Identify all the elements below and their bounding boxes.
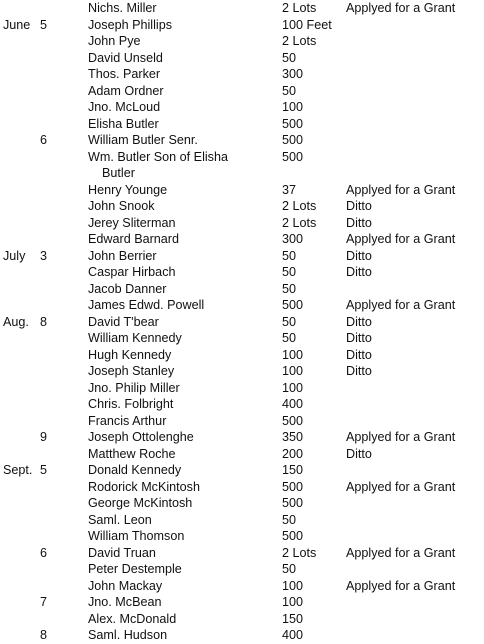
register-row	[0, 132, 484, 149]
register-row	[0, 215, 484, 232]
person-name: David Truan	[88, 545, 156, 560]
register-row	[0, 231, 484, 248]
person-name: Edward Barnard	[88, 232, 180, 246]
register-row	[0, 0, 484, 17]
land-quantity: 500	[282, 298, 304, 312]
person-name: Nichs. Miller	[88, 1, 157, 15]
person-name: Joseph Phillips	[88, 17, 173, 32]
person-name: Chris. Folbright	[88, 397, 174, 411]
day-label: 3	[40, 248, 48, 263]
register-row	[0, 446, 484, 463]
person-name: Caspar Hirbach	[88, 265, 176, 279]
day-label: 8	[40, 314, 48, 329]
register-row	[0, 545, 484, 562]
person-name: James Edwd. Powell	[88, 298, 205, 312]
person-name: Jerey Sliterman	[88, 215, 176, 230]
person-name: John Berrier	[88, 248, 157, 263]
register-row	[0, 50, 484, 67]
grant-note: Applyed for a Grant	[346, 182, 456, 197]
person-name: John Pye	[88, 34, 141, 48]
grant-note: Ditto	[346, 331, 372, 345]
grant-note: Applyed for a Grant	[346, 578, 456, 593]
land-quantity: 500	[282, 133, 304, 147]
land-quantity: 350	[282, 430, 304, 444]
land-quantity: 2 Lots	[282, 34, 317, 48]
register-row	[0, 528, 484, 545]
register-row	[0, 396, 484, 413]
register-row	[0, 99, 484, 116]
register-row	[0, 116, 484, 133]
land-quantity: 500	[282, 496, 304, 510]
person-name: William Thomson	[88, 529, 185, 543]
person-name: David T'bear	[88, 314, 159, 329]
register-row	[0, 264, 484, 281]
land-quantity: 2 Lots	[282, 1, 317, 15]
day-label: 7	[40, 595, 48, 609]
register-row	[0, 380, 484, 397]
person-name: Elisha Butler	[88, 116, 159, 131]
person-name: Saml. Hudson	[88, 628, 168, 642]
month-label: Aug.	[3, 314, 29, 329]
register-row	[0, 83, 484, 100]
grant-note: Ditto	[346, 199, 372, 213]
land-quantity: 150	[282, 611, 304, 626]
person-name: Henry Younge	[88, 182, 168, 197]
register-row	[0, 281, 484, 298]
register-row	[0, 462, 484, 479]
person-name: Donald Kennedy	[88, 463, 182, 477]
land-quantity: 50	[282, 562, 297, 576]
land-quantity: 500	[282, 149, 304, 164]
land-quantity: 50	[282, 512, 297, 527]
register-row	[0, 314, 484, 331]
register-row	[0, 248, 484, 265]
register-row	[0, 198, 484, 215]
register-row	[0, 297, 484, 314]
person-name: John Mackay	[88, 578, 163, 593]
person-name: Peter Destemple	[88, 562, 182, 576]
register-row	[0, 479, 484, 496]
grant-note: Applyed for a Grant	[346, 430, 456, 444]
land-quantity: 400	[282, 628, 304, 642]
person-name: Joseph Ottolenghe	[88, 430, 194, 444]
land-quantity: 100	[282, 595, 304, 609]
land-quantity: 300	[282, 67, 304, 81]
register-row	[0, 149, 484, 166]
register-row	[0, 594, 484, 611]
grant-note: Applyed for a Grant	[346, 479, 456, 494]
month-label: July	[3, 248, 26, 263]
land-quantity: 37	[282, 182, 297, 197]
register-row	[0, 413, 484, 430]
grant-note: Ditto	[346, 446, 372, 461]
grant-note: Ditto	[346, 314, 372, 329]
register-row	[0, 561, 484, 578]
grant-note: Applyed for a Grant	[346, 545, 456, 560]
grant-note: Applyed for a Grant	[346, 298, 456, 312]
land-quantity: 50	[282, 265, 297, 279]
person-name: William Butler Senr.	[88, 133, 198, 147]
register-row	[0, 429, 484, 446]
land-quantity: 100	[282, 100, 304, 114]
day-label: 8	[40, 628, 48, 642]
person-name: Thos. Parker	[88, 67, 161, 81]
register-row	[0, 512, 484, 529]
land-quantity: 50	[282, 248, 297, 263]
person-name: Jacob Danner	[88, 281, 167, 296]
land-quantity: 2 Lots	[282, 545, 317, 560]
register-row	[0, 363, 484, 380]
person-name: Joseph Stanley	[88, 364, 175, 378]
grant-note: Applyed for a Grant	[346, 1, 456, 15]
person-name: David Unseld	[88, 50, 163, 65]
land-quantity: 400	[282, 397, 304, 411]
land-quantity: 100	[282, 347, 304, 362]
register-row	[0, 578, 484, 595]
day-label: 6	[40, 133, 48, 147]
land-quantity: 100	[282, 380, 304, 395]
grant-note: Ditto	[346, 347, 372, 362]
person-name: George McKintosh	[88, 496, 193, 510]
person-name: Jno. Philip Miller	[88, 380, 180, 395]
person-name: Alex. McDonald	[88, 611, 177, 626]
register-row	[0, 165, 484, 182]
register-row	[0, 33, 484, 50]
land-quantity: 500	[282, 413, 304, 428]
person-name: Hugh Kennedy	[88, 347, 172, 362]
grant-note: Ditto	[346, 364, 372, 378]
day-label: 6	[40, 545, 48, 560]
grant-note: Ditto	[346, 248, 372, 263]
land-quantity: 500	[282, 529, 304, 543]
grant-note: Applyed for a Grant	[346, 232, 456, 246]
land-quantity: 500	[282, 116, 304, 131]
day-label: 5	[40, 463, 48, 477]
land-quantity: 50	[282, 331, 297, 345]
grant-note: Ditto	[346, 215, 372, 230]
person-name: Matthew Roche	[88, 446, 176, 461]
register-row	[0, 495, 484, 512]
person-name: Wm. Butler Son of Elisha	[88, 149, 228, 164]
register-row	[0, 182, 484, 199]
day-label: 5	[40, 17, 48, 32]
land-quantity: 150	[282, 463, 304, 477]
month-label: June	[3, 17, 31, 32]
person-name: William Kennedy	[88, 331, 182, 345]
land-quantity: 100	[282, 578, 304, 593]
register-row	[0, 347, 484, 364]
land-quantity: 2 Lots	[282, 199, 317, 213]
person-name: Rodorick McKintosh	[88, 479, 200, 494]
person-name: Jno. McLoud	[88, 100, 161, 114]
land-quantity: 50	[282, 314, 297, 329]
register-row	[0, 611, 484, 628]
land-quantity: 300	[282, 232, 304, 246]
person-name: Adam Ordner	[88, 83, 164, 98]
land-quantity: 100 Feet	[282, 17, 332, 32]
person-name: John Snook	[88, 199, 155, 213]
land-quantity: 50	[282, 50, 297, 65]
person-name: Francis Arthur	[88, 413, 167, 428]
register-row	[0, 17, 484, 34]
person-name: Jno. McBean	[88, 595, 162, 609]
register-row	[0, 627, 484, 644]
day-label: 9	[40, 430, 48, 444]
land-quantity: 2 Lots	[282, 215, 317, 230]
register-row	[0, 330, 484, 347]
land-quantity: 50	[282, 281, 297, 296]
land-quantity: 50	[282, 83, 297, 98]
land-quantity: 500	[282, 479, 304, 494]
person-name: Butler	[102, 166, 135, 180]
person-name: Saml. Leon	[88, 512, 152, 527]
land-quantity: 200	[282, 446, 304, 461]
month-label: Sept.	[3, 463, 33, 477]
register-row	[0, 66, 484, 83]
grant-note: Ditto	[346, 265, 372, 279]
land-quantity: 100	[282, 364, 304, 378]
